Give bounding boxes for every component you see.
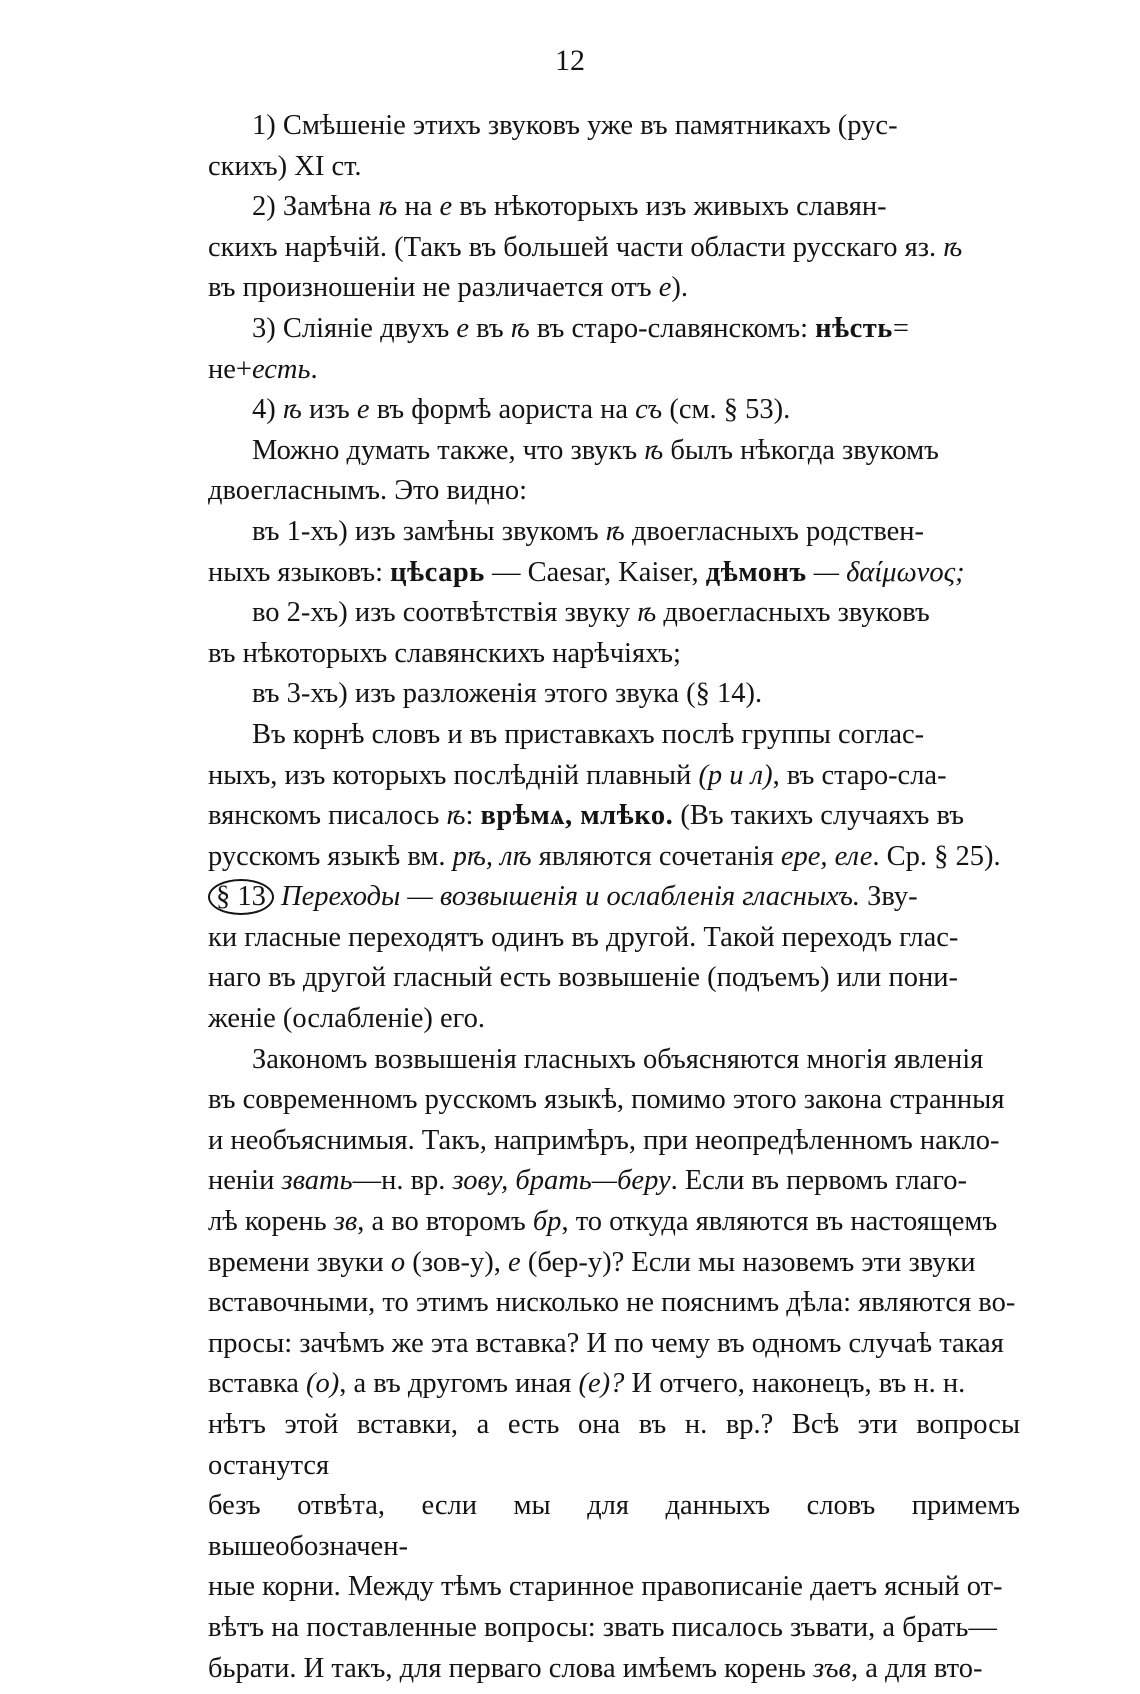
- line: [208, 1243, 1020, 1284]
- line: [208, 756, 1020, 797]
- letter-yat: ѣ: [446, 800, 466, 832]
- italic-word: (о): [306, 1368, 340, 1400]
- letter-yat: ѣ: [282, 394, 302, 426]
- slavonic-word: нѣсть: [815, 312, 893, 344]
- text: =: [892, 312, 909, 344]
- italic-word: есть: [251, 353, 311, 385]
- page-number: 12: [555, 44, 585, 77]
- line: [208, 512, 1020, 553]
- italic-word: о: [390, 1246, 406, 1278]
- text: двоегласныхъ звуковъ: [656, 597, 930, 629]
- text: (Въ такихъ случаяхъ въ: [673, 800, 964, 832]
- text: въ: [469, 312, 511, 344]
- letter-yat: ѣ: [644, 434, 664, 466]
- line: Въ корнѣ словъ и въ приставкахъ послѣ группы соглас-: [252, 718, 925, 750]
- line: въ современномъ русскомъ языкѣ, помимо этого закона странныя: [208, 1084, 1005, 1116]
- line: [208, 796, 1020, 837]
- text: Зву-: [860, 881, 918, 913]
- text: .: [310, 353, 318, 385]
- line: 1) Смѣшеніе этихъ звуковъ уже въ памятникахъ (рус-: [252, 110, 898, 141]
- text: :: [465, 800, 481, 832]
- line: [208, 431, 1020, 472]
- line: вѣтъ на поставленные вопросы: звать писалось зъвати, а брать—: [208, 1611, 997, 1643]
- line: [208, 350, 1020, 391]
- line: [208, 390, 1020, 431]
- line: въ нѣкоторыхъ славянскихъ нарѣчіяхъ;: [208, 637, 681, 669]
- text: былъ нѣкогда звукомъ: [663, 434, 939, 466]
- text: двоегласныхъ родствен-: [624, 515, 925, 547]
- text: 2) Замѣна: [252, 191, 379, 223]
- text: въ нѣкоторыхъ изъ живыхъ славян-: [452, 191, 887, 223]
- letter-e: е: [456, 312, 469, 344]
- text: въ формѣ аориста на: [369, 394, 636, 426]
- text: времени звуки: [208, 1246, 391, 1278]
- text: , а въ другомъ иная: [339, 1368, 579, 1400]
- text: на: [397, 191, 440, 223]
- section-heading: Переходы — возвышенія и ослабленія гласныхъ.: [273, 881, 860, 913]
- text: не+: [208, 353, 252, 385]
- line: [208, 877, 1020, 918]
- line: вставочными, то этимъ нисколько не пояснимъ дѣла: являются во-: [208, 1287, 1016, 1319]
- slavonic-word: цѣсарь: [390, 556, 485, 588]
- text: Можно думать также, что звукъ: [252, 434, 645, 466]
- text: вставка: [208, 1368, 307, 1400]
- text: — Caesar, Kaiser,: [484, 556, 706, 588]
- text: скихъ нарѣчій. (Такъ въ большей части области русскаго яз.: [208, 231, 944, 263]
- letter-e: е: [439, 191, 453, 223]
- text: , въ старо-сла-: [772, 759, 947, 791]
- line: [208, 187, 1020, 228]
- line: нѣтъ этой вставки, а есть она въ н. вр.? Всѣ эти вопросы останутся: [208, 1409, 1020, 1481]
- text: , то откуда являются въ настоящемъ: [561, 1206, 998, 1238]
- line: ные корни. Между тѣмъ старинное правописаніе даетъ ясный от-: [208, 1571, 1003, 1603]
- italic-word: зову, брать—беру: [452, 1165, 671, 1197]
- page-text: [208, 106, 1020, 1689]
- line: ки гласные переходятъ одинъ въ другой. Такой переходъ глас-: [208, 921, 959, 953]
- text: въ 1-хъ) изъ замѣны звукомъ: [252, 515, 606, 547]
- section-number-circled: § 13: [208, 879, 274, 915]
- text: —н. вр.: [352, 1165, 453, 1197]
- line: [208, 553, 1020, 594]
- line: [208, 1202, 1020, 1243]
- text: (бер-у)? Если мы назовемъ эти звуки: [520, 1246, 976, 1278]
- italic-word: ере, еле: [780, 840, 873, 872]
- line: скихъ) XI ст.: [208, 150, 362, 182]
- line: [208, 1364, 1020, 1405]
- text: . Ср. § 25).: [872, 840, 1001, 872]
- text: , а во второмъ: [357, 1206, 533, 1238]
- text: . Если въ первомъ глаго-: [670, 1165, 967, 1197]
- text: русскомъ языкѣ вм.: [208, 840, 453, 872]
- line: Закономъ возвышенія гласныхъ объясняются многія явленія: [252, 1043, 984, 1075]
- line: безъ отвѣта, если мы для данныхъ словъ примемъ вышеобозначен-: [208, 1490, 1020, 1562]
- letter-e: е: [356, 394, 370, 426]
- text: вянскомъ писалось: [208, 800, 447, 832]
- text: въ старо-славянскомъ:: [529, 312, 816, 344]
- line: наго въ другой гласный есть возвышеніе (подъемъ) или пони-: [208, 962, 958, 994]
- italic-word: рѣ, лѣ: [452, 840, 532, 872]
- italic-word: е: [508, 1246, 521, 1278]
- italic-word: (р и л): [698, 759, 773, 791]
- line: [208, 268, 1020, 309]
- text: ).: [671, 272, 688, 304]
- line: и необъяснимыя. Такъ, напримѣръ, при неопредѣленномъ накло-: [208, 1124, 1000, 1156]
- letter-e: е: [658, 272, 672, 304]
- text: И отчего, наконецъ, въ н. н.: [624, 1368, 966, 1400]
- text: 4): [252, 394, 283, 426]
- text: ныхъ языковъ:: [208, 556, 391, 588]
- greek-word: — δαίμωνος;: [806, 556, 965, 588]
- line: [208, 837, 1020, 878]
- text: во 2-хъ) изъ соотвѣтствія звуку: [252, 597, 638, 629]
- letter-yat: ѣ: [510, 312, 530, 344]
- line: женіе (ослабленіе) его.: [208, 1003, 485, 1035]
- text: изъ: [301, 394, 357, 426]
- line: [208, 593, 1020, 634]
- italic-word: (е)?: [578, 1368, 625, 1400]
- letter-yat: ѣ: [605, 515, 625, 547]
- line: въ 3-хъ) изъ разложенія этого звука (§ 14).: [252, 678, 763, 710]
- letter-yat: ѣ: [378, 191, 398, 223]
- italic-word: зъв: [813, 1652, 851, 1684]
- slavonic-word: дѣмонъ: [705, 556, 807, 588]
- letter-yat: ѣ: [943, 231, 963, 263]
- text: 3) Сліяніе двухъ: [252, 312, 457, 344]
- slavonic-word: врѣмѧ, млѣко.: [480, 800, 674, 832]
- text: въ произношеніи не различается отъ: [208, 272, 659, 304]
- italic-word: звать: [281, 1165, 353, 1197]
- line: [208, 309, 1020, 350]
- italic-word: зв: [333, 1206, 358, 1238]
- italic-word: съ: [635, 394, 663, 426]
- italic-word: бр: [532, 1206, 562, 1238]
- text: (зов-у),: [405, 1246, 509, 1278]
- letter-yat: ѣ: [637, 597, 657, 629]
- text: лѣ корень: [208, 1206, 334, 1238]
- text: бьрати. И такъ, для перваго слова имѣемъ корень: [208, 1652, 814, 1684]
- line: просы: зачѣмъ же эта вставка? И по чему въ одномъ случаѣ такая: [208, 1327, 1004, 1359]
- text: (см. § 53).: [662, 394, 791, 426]
- text: , а для вто-: [850, 1652, 983, 1684]
- text: неніи: [208, 1165, 282, 1197]
- text: ныхъ, изъ которыхъ послѣдній плавный: [208, 759, 699, 791]
- line: [208, 1649, 1020, 1690]
- line: [208, 228, 1020, 269]
- line: [208, 1161, 1020, 1202]
- line: двоегласнымъ. Это видно:: [208, 475, 528, 507]
- text: являются сочетанія: [531, 840, 781, 872]
